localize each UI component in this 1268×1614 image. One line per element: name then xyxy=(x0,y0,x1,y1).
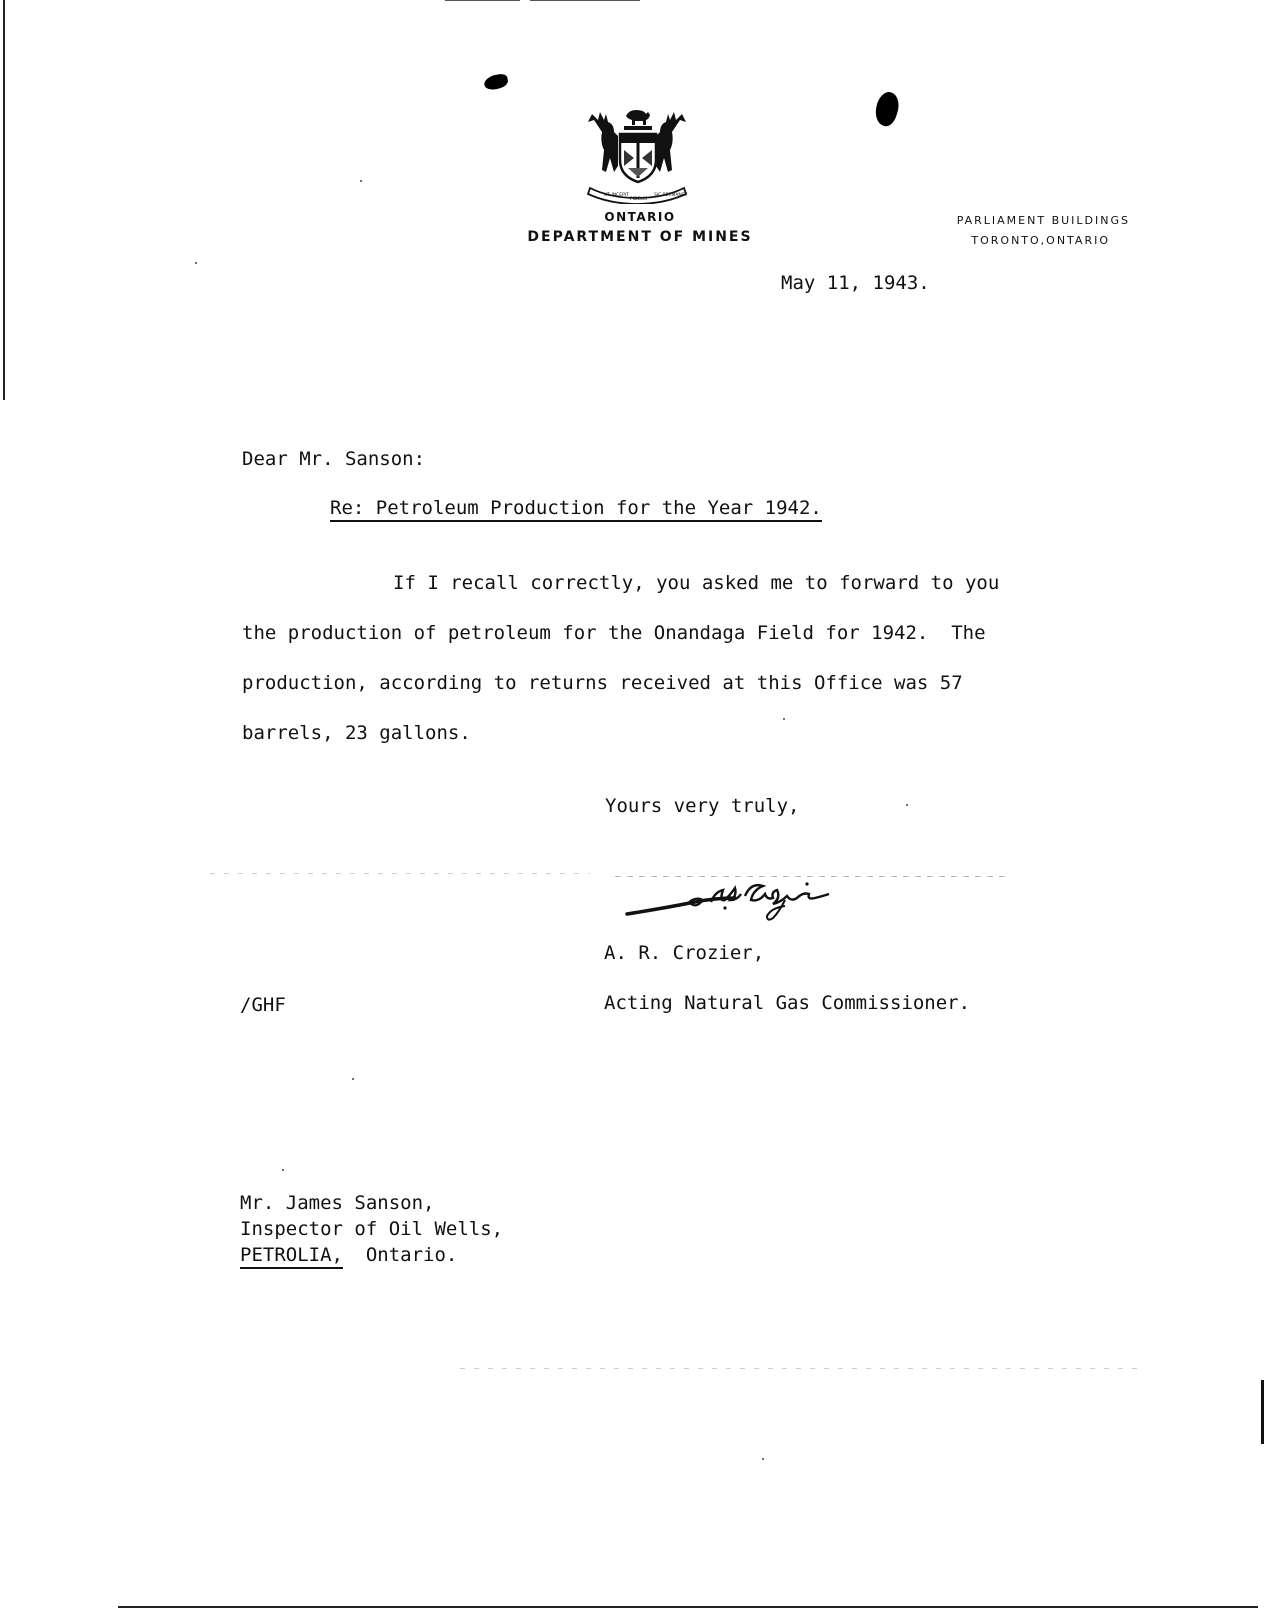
letterhead-department: DEPARTMENT OF MINES xyxy=(527,229,753,245)
letterhead-address-line1: PARLIAMENT BUILDINGS xyxy=(956,214,1130,227)
body-line-1: If I recall correctly, you asked me to forward to you xyxy=(393,572,1000,594)
svg-text:UT INCEPIT: UT INCEPIT xyxy=(604,193,629,198)
speck xyxy=(282,1169,284,1171)
scan-edge-right xyxy=(1261,1380,1264,1444)
speck xyxy=(783,718,785,720)
letterhead-address-line2: TORONTO,ONTARIO xyxy=(971,234,1110,247)
svg-text:FIDELIS: FIDELIS xyxy=(630,197,647,202)
speck xyxy=(360,180,362,182)
salutation: Dear Mr. Sanson: xyxy=(242,448,426,470)
recipient-address xyxy=(240,1244,457,1266)
signer-name: A. R. Crozier, xyxy=(604,942,765,964)
recipient-title: Inspector of Oil Wells, xyxy=(240,1218,504,1240)
body-line-3: production, according to returns received at this Office was 57 xyxy=(242,672,963,694)
subject-text: Re: Petroleum Production for the Year 1942. xyxy=(330,497,822,522)
ink-blot xyxy=(871,89,902,128)
speck xyxy=(762,1458,764,1460)
letterhead-province: ONTARIO xyxy=(604,210,676,224)
recipient-city: PETROLIA, xyxy=(240,1244,343,1269)
speck xyxy=(906,804,908,806)
body-line-4: barrels, 23 gallons. xyxy=(242,722,471,744)
ink-blot xyxy=(483,73,509,92)
closing: Yours very truly, xyxy=(605,795,800,817)
scan-edge-bottom xyxy=(118,1606,1258,1608)
coat-of-arms-icon xyxy=(582,104,692,204)
recipient-province: Ontario. xyxy=(365,1244,458,1266)
signature-guide-line xyxy=(615,876,1005,877)
signer-title: Acting Natural Gas Commissioner. xyxy=(604,992,971,1014)
svg-text:SIC PERMANET: SIC PERMANET xyxy=(654,193,688,198)
scan-edge-top xyxy=(530,0,640,1)
subject-line xyxy=(330,497,822,519)
scan-edge-left xyxy=(3,0,5,400)
recipient-name: Mr. James Sanson, xyxy=(240,1192,435,1214)
scan-edge-top xyxy=(445,0,520,1)
typist-initials: /GHF xyxy=(240,994,286,1016)
letter-date: May 11, 1943. xyxy=(781,272,930,294)
speck xyxy=(352,1078,354,1080)
faint-line xyxy=(460,1368,1140,1369)
signature-icon xyxy=(625,878,895,928)
faint-line xyxy=(210,873,590,874)
speck xyxy=(195,262,197,264)
body-line-2: the production of petroleum for the Onandaga Field for 1942. The xyxy=(242,622,986,644)
